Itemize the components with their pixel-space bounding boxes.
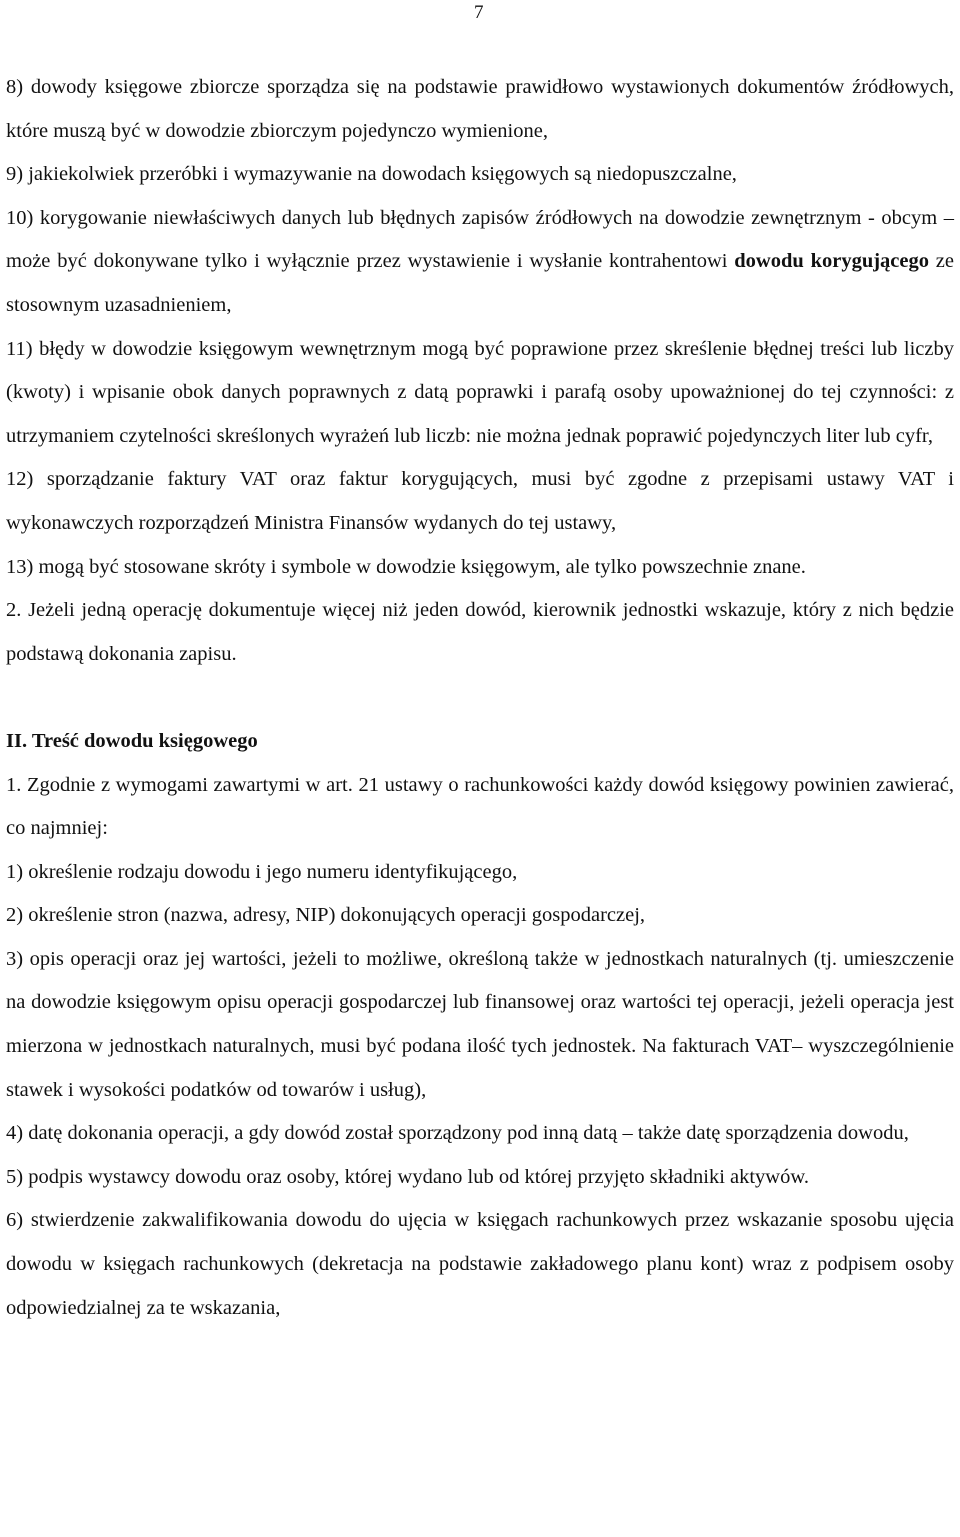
section-item-3: 3) opis operacji oraz jej wartości, jeżeli to możliwe, określoną także w jednostkach naturalnych (tj. umieszczenie na dowodzie księgowym opisu operacji gospodarczej lub finansowej oraz wartości tej operacji, jeżeli operacja jest mierzona w jednostkach naturalnych, musi być podana ilość tych jednostek. Na fakturach VAT– wyszczególnienie stawek i wysokości podatków od towarów i usług), [6,947,954,1101]
document-body [6,66,954,1330]
paragraph-item-10-text: 10) korygowanie niewłaściwych danych lub błędnych zapisów źródłowych na dowodzie zewnętrznym - obcym – może być dokonywane tylko i wyłącznie przez wystawienie i wysłanie kontrahentowi [6,206,954,273]
paragraph-item-11: 11) błędy w dowodzie księgowym wewnętrznym mogą być poprawione przez skreślenie błędnej treści lub liczby (kwoty) i wpisanie obok danych poprawnych z datą poprawki i parafą osoby upoważnionej do tej czynności: z utrzymaniem czytelności skreślonych wyrażeń lub liczb: nie można jednak poprawić pojedynczych liter lub cyfr, [6,337,954,447]
section-item-4: 4) datę dokonania operacji, a gdy dowód został sporządzony pod inną datą – także datę sporządzenia dowodu, [6,1122,909,1145]
paragraph-item-8: 8) dowody księgowe zbiorcze sporządza się na podstawie prawidłowo wystawionych dokumentów źródłowych, które muszą być w dowodzie zbiorczym pojedynczo wymienione, [6,76,954,142]
section-item-2: 2) określenie stron (nazwa, adresy, NIP) dokonujących operacji gospodarczej, [6,904,646,927]
paragraph-point-2: 2. Jeżeli jedną operację dokumentuje więcej niż jeden dowód, kierownik jednostki wskazuje, który z nich będzie podstawą dokonania zapisu. [6,599,954,665]
blank-line [6,676,954,720]
paragraph-item-10-tail: ze stosownym uzasadnieniem, [6,250,954,316]
paragraph-item-13: 13) mogą być stosowane skróty i symbole w dowodzie księgowym, ale tylko powszechnie znane. [6,555,806,578]
section-heading: II. Treść dowodu księgowego [6,729,258,752]
section-item-6: 6) stwierdzenie zakwalifikowania dowodu do ujęcia w księgach rachunkowych przez wskazanie sposobu ujęcia dowodu w księgach rachunkowych (dekretacja na podstawie zakładowego planu kont) wraz z podpisem osoby odpowiedzialnej za te wskazania, [6,1209,954,1319]
section-intro: 1. Zgodnie z wymogami zawartymi w art. 21 ustawy o rachunkowości każdy dowód księgowy powinien zawierać, co najmniej: [6,773,954,840]
paragraph-item-12: 12) sporządzanie faktury VAT oraz faktur korygujących, musi być zgodne z przepisami ustawy VAT i wykonawczych rozporządzeń Ministra Finansów wydanych do tej ustawy, [6,468,954,534]
page-number: 7 [474,2,484,23]
paragraph-item-10-bold: dowodu korygującego [734,250,929,273]
section-item-5: 5) podpis wystawcy dowodu oraz osoby, której wydano lub od której przyjęto składniki aktywów. [6,1165,809,1188]
paragraph-item-9: 9) jakiekolwiek przeróbki i wymazywanie na dowodach księgowych są niedopuszczalne, [6,163,737,186]
section-item-1: 1) określenie rodzaju dowodu i jego numeru identyfikującego, [6,860,518,883]
paragraph-item-10 [6,197,954,328]
